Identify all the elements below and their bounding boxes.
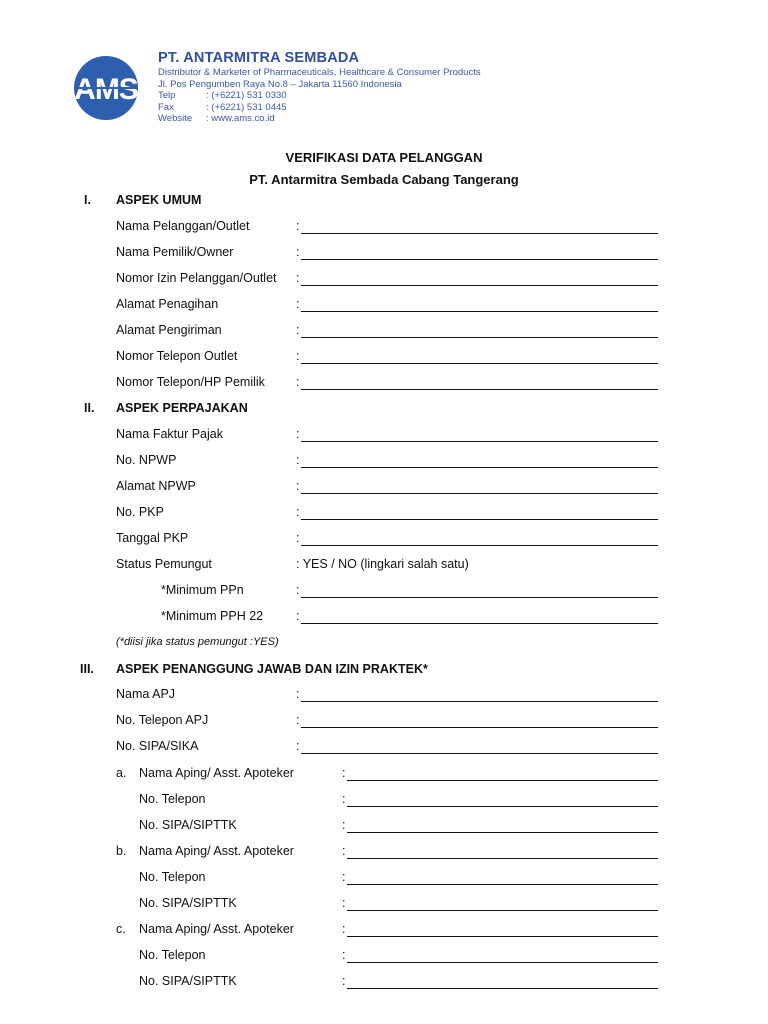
form-row xyxy=(0,427,768,447)
field-label: No. Telepon APJ xyxy=(116,713,209,727)
form-row xyxy=(0,687,768,707)
assistant-letter: b. xyxy=(116,844,127,858)
form-row-assistant xyxy=(0,766,768,786)
field-label: Nama Faktur Pajak xyxy=(116,427,223,441)
form-row-assistant xyxy=(0,948,768,968)
status-value: : YES / NO (lingkari salah satu) xyxy=(296,557,469,571)
fill-in-line[interactable] xyxy=(301,713,658,728)
contact-value: : (+6221) 531 0330 xyxy=(206,90,287,101)
form-row-sub xyxy=(0,609,768,629)
fill-in-line[interactable] xyxy=(301,245,658,260)
field-label: Status Pemungut xyxy=(116,557,212,571)
form-row-assistant xyxy=(0,922,768,942)
field-colon: : xyxy=(342,974,346,988)
contact-key: Telp xyxy=(158,90,176,101)
field-colon: : xyxy=(342,844,346,858)
field-label: Nama Pemilik/Owner xyxy=(116,245,234,259)
form-row-assistant xyxy=(0,792,768,812)
contact-fax xyxy=(158,102,481,114)
field-label: *Minimum PPn xyxy=(161,583,244,597)
field-colon: : xyxy=(296,349,300,363)
field-label: Nama Aping/ Asst. Apoteker xyxy=(139,766,294,780)
field-colon: : xyxy=(296,323,300,337)
form-row-assistant xyxy=(0,896,768,916)
form-row xyxy=(0,349,768,369)
form-row xyxy=(0,271,768,291)
form-row xyxy=(0,375,768,395)
section-number: III. xyxy=(80,662,94,676)
fill-in-line[interactable] xyxy=(347,818,658,833)
field-colon: : xyxy=(296,271,300,285)
field-colon: : xyxy=(342,818,346,832)
field-label: Tanggal PKP xyxy=(116,531,189,545)
field-colon: : xyxy=(342,870,346,884)
field-label: Alamat Pengiriman xyxy=(116,323,222,337)
form-row xyxy=(0,323,768,343)
fill-in-line[interactable] xyxy=(301,531,658,546)
fill-in-line[interactable] xyxy=(301,271,658,286)
fill-in-line[interactable] xyxy=(347,844,658,859)
field-label: No. Telepon xyxy=(139,870,206,884)
field-label: No. SIPA/SIKA xyxy=(116,739,199,753)
field-colon: : xyxy=(296,297,300,311)
section-number: I. xyxy=(84,193,91,207)
field-colon: : xyxy=(296,531,300,545)
company-address: Jl. Pos Pengumben Raya No.8 – Jakarta 11560 Indonesia xyxy=(158,78,402,90)
field-label: No. SIPA/SIPTTK xyxy=(139,974,237,988)
form-row xyxy=(0,245,768,265)
field-label: No. NPWP xyxy=(116,453,177,467)
contact-telp xyxy=(158,90,481,102)
form-row-assistant xyxy=(0,974,768,994)
field-colon: : xyxy=(296,609,300,623)
form-row xyxy=(0,505,768,525)
contact-key: Website xyxy=(158,113,193,124)
form-row-status-pemungut xyxy=(0,557,768,577)
section-title: ASPEK PENANGGUNG JAWAB DAN IZIN PRAKTEK* xyxy=(116,662,428,676)
form-row xyxy=(0,219,768,239)
fill-in-line[interactable] xyxy=(347,974,658,989)
field-label: Nomor Telepon/HP Pemilik xyxy=(116,375,265,389)
assistant-letter: c. xyxy=(116,922,126,936)
field-label: No. Telepon xyxy=(139,948,206,962)
field-label: No. Telepon xyxy=(139,792,206,806)
field-label: Alamat NPWP xyxy=(116,479,196,493)
field-colon: : xyxy=(296,375,300,389)
form-row xyxy=(0,453,768,473)
fill-in-line[interactable] xyxy=(347,766,658,781)
field-label: Nama Aping/ Asst. Apoteker xyxy=(139,922,294,936)
fill-in-line[interactable] xyxy=(301,219,658,234)
company-tagline: Distributor & Marketer of Pharmaceuticals, Healthcare & Consumer Products xyxy=(158,67,481,78)
company-name: PT. ANTARMITRA SEMBADA xyxy=(158,50,360,66)
field-colon: : xyxy=(296,687,300,701)
fill-in-line[interactable] xyxy=(347,792,658,807)
field-label: Nama Aping/ Asst. Apoteker xyxy=(139,844,294,858)
fill-in-line[interactable] xyxy=(301,583,658,598)
field-colon: : xyxy=(296,479,300,493)
field-label: No. SIPA/SIPTTK xyxy=(139,818,237,832)
field-label: Nama APJ xyxy=(116,687,176,701)
fill-in-line[interactable] xyxy=(301,323,658,338)
fill-in-line[interactable] xyxy=(301,609,658,624)
field-colon: : xyxy=(296,739,300,753)
contact-key: Fax xyxy=(158,101,174,113)
fill-in-line[interactable] xyxy=(347,948,658,963)
fill-in-line[interactable] xyxy=(301,479,658,494)
fill-in-line[interactable] xyxy=(301,453,658,468)
field-label: Alamat Penagihan xyxy=(116,297,219,311)
fill-in-line[interactable] xyxy=(301,427,658,442)
field-label: Nama Pelanggan/Outlet xyxy=(116,219,250,233)
form-row-assistant xyxy=(0,844,768,864)
field-colon: : xyxy=(342,922,346,936)
fill-in-line[interactable] xyxy=(301,687,658,702)
field-colon: : xyxy=(296,219,300,233)
company-info xyxy=(158,50,481,125)
form-row xyxy=(0,479,768,499)
fill-in-line[interactable] xyxy=(301,375,658,390)
field-label: Nomor Telepon Outlet xyxy=(116,349,238,363)
form-row xyxy=(0,713,768,733)
field-colon: : xyxy=(296,583,300,597)
contact-value: : www.ams.co.id xyxy=(206,113,275,124)
fill-in-line[interactable] xyxy=(301,349,658,364)
fill-in-line[interactable] xyxy=(301,739,658,754)
field-label: No. SIPA/SIPTTK xyxy=(139,896,237,910)
fill-in-line[interactable] xyxy=(347,922,658,937)
field-label: No. PKP xyxy=(116,505,164,519)
field-colon: : xyxy=(342,792,346,806)
contact-value: : (+6221) 531 0445 xyxy=(206,101,287,113)
field-colon: : xyxy=(296,245,300,259)
form-row xyxy=(0,531,768,551)
letterhead xyxy=(72,50,692,130)
section-number: II. xyxy=(84,401,95,415)
form-row xyxy=(0,297,768,317)
footnote: (*diisi jika status pemungut :YES) xyxy=(116,636,279,648)
fill-in-line[interactable] xyxy=(347,870,658,885)
field-colon: : xyxy=(296,453,300,467)
field-colon: : xyxy=(296,505,300,519)
section-title: ASPEK PERPAJAKAN xyxy=(116,401,248,415)
field-colon: : xyxy=(296,427,300,441)
fill-in-line[interactable] xyxy=(347,896,658,911)
form-row-assistant xyxy=(0,818,768,838)
form-row-assistant xyxy=(0,870,768,890)
field-colon: : xyxy=(342,948,346,962)
ams-logo xyxy=(72,54,140,122)
document-title: VERIFIKASI DATA PELANGGAN xyxy=(285,150,483,165)
section-title: ASPEK UMUM xyxy=(116,193,202,207)
form-row-sub xyxy=(0,583,768,603)
field-colon: : xyxy=(342,766,346,780)
fill-in-line[interactable] xyxy=(301,297,658,312)
field-label: Nomor Izin Pelanggan/Outlet xyxy=(116,271,277,285)
assistant-letter: a. xyxy=(116,766,127,780)
field-colon: : xyxy=(342,896,346,910)
field-colon: : xyxy=(296,713,300,727)
contact-website xyxy=(158,113,481,125)
fill-in-line[interactable] xyxy=(301,505,658,520)
form-row xyxy=(0,739,768,759)
logo-text: AMS xyxy=(74,73,138,106)
field-label: *Minimum PPH 22 xyxy=(161,609,264,623)
document-subtitle: PT. Antarmitra Sembada Cabang Tangerang xyxy=(249,172,519,187)
